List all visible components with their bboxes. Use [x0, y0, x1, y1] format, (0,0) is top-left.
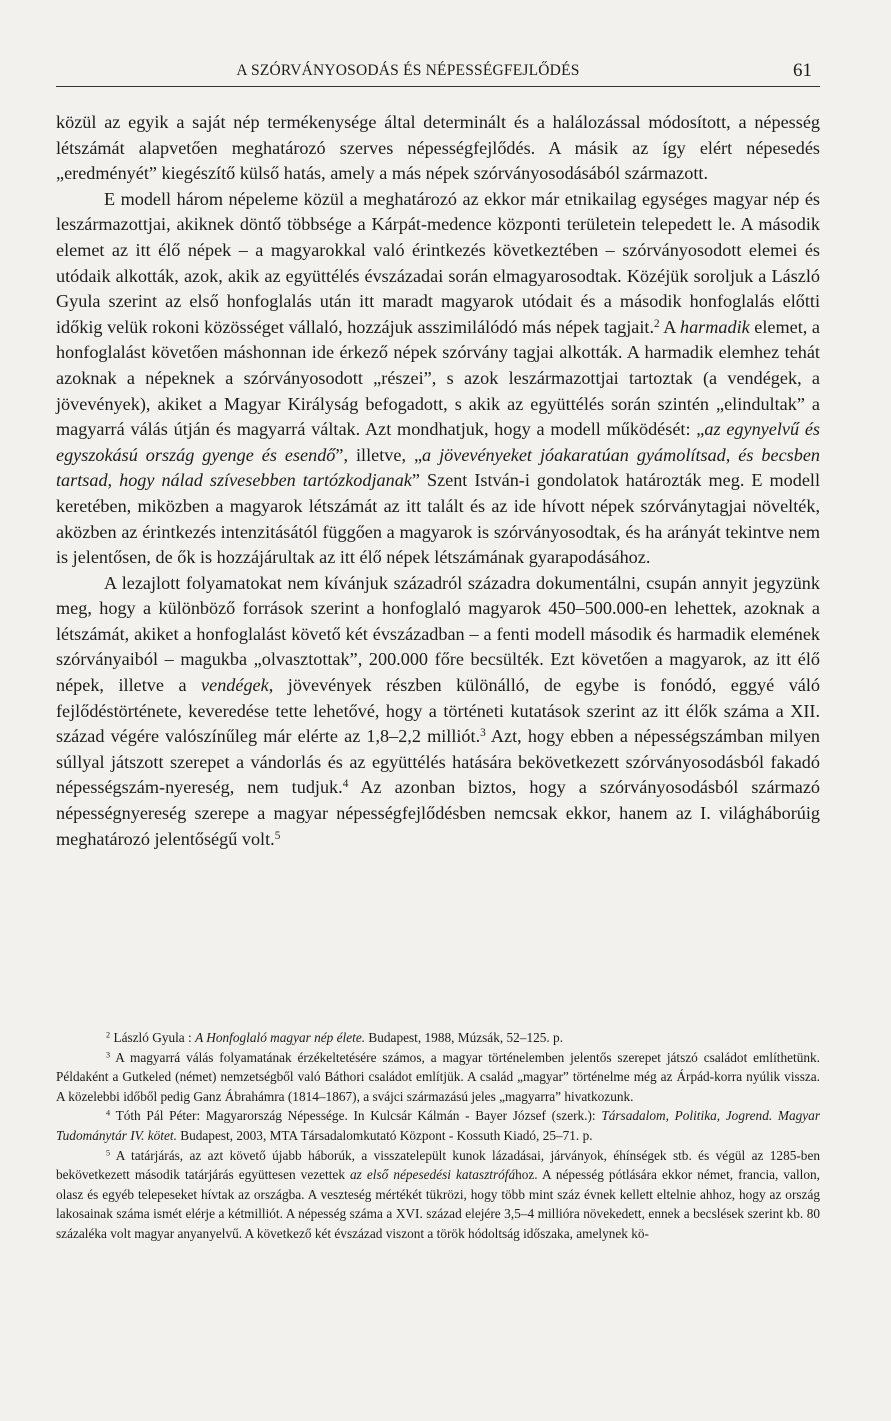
footnote-2	[56, 1028, 820, 1048]
footnote-3-text: A magyarrá válás folyamatának érzékeltetésére számos, a magyar történelemben jelentős szerepet játszó családot említhetünk. Példaként a Gutkeled (német) nemzetségből való Báthori családot említjük. A család „magyar” történelme még az Árpád-korra nyúlik vissza. A közelebbi időből pedig Ganz Ábrahámra (1814–1867), a svájci származású jeles „magyarra” hivatkozunk.	[56, 1049, 820, 1104]
footnote-3	[56, 1048, 820, 1107]
footnote-4-number: 4	[106, 1108, 111, 1118]
paragraph-2-text-a: E modell három népeleme közül a meghatározó az ekkor már etnikailag egységes magyar nép és leszármazottjai, akiknek döntő többsége a Kárpát-medence központi területein telepedett le. A második elemet az itt élő népek – a magyarokkal való érintkezés következtében – szórványosodott elemei és utódaik alkották, azok, akik az együttélés évszázadai során elmagyarosodtak. Közéjük soroljuk a László Gyula szerint az első honfoglalás után itt maradt magyarok utódait és a második honfoglalás előtti időkig velük rokoni közösséget vállaló, hozzájuk asszimilálódó más népek tagjait.	[56, 188, 820, 337]
footnote-2-text-b: Budapest, 1988, Múzsák, 52–125. p.	[365, 1030, 564, 1045]
italic-harmadik: harmadik	[679, 316, 750, 337]
paragraph-2-text-e: ” Szent István-i gondolatok határozták meg. E modell keretében, miközben a magyarok létszámát az itt talált és az ide hívott népek szórványtagjai növelték, aközben az érintkezés intenzitásától függően a magyarok is szórványosodtak, és ha arányát tekintve nem is jelentősen, de ők is hozzájárultak az itt élő népek létszámának gyarapodásához.	[56, 470, 820, 568]
footnote-5	[56, 1146, 820, 1244]
footnotes	[56, 1028, 820, 1244]
italic-quote-2: a jövevényeket jóakaratúan gyámolítsad, és becsben tartsad, hogy nálad szívesebben tartózkodjanak	[56, 444, 820, 491]
footnote-5-text-b: hoz. A népesség pótlására ekkor német, francia, vallon, olasz és egyéb telepeseket hívtak az országba. A veszteség mértékét tükrözi, hogy több mint száz évnek kellett eltelnie ahhoz, hogy az ország lakosainak száma ismét elérje a kétmilliót. A népesség száma a XVI. század elejére 3,5–4 millióra növekedett, ennek a becslések szerint kb. 80 százaléka volt magyar anyanyelvű. A következő két évszázad viszont a török hódoltság időszaka, amelynek kö-	[56, 1167, 820, 1241]
paragraph-2-text-c: elemet, a honfoglalást követően máshonnan ide érkező népek szórvány tagjai alkották. A harmadik elemhez tehát azoknak a népeknek a szórványosodott „részei”, s azok leszármazottjai tartoztak (a vendégek, a jövevények), akiket a Magyar Királyság befogadott, s akik az együttélés során szintén „elindultak” a magyarrá válás útján és magyarrá váltak. Azt mondhatjuk, hogy a modell működését: „	[56, 316, 820, 440]
page-number: 61	[793, 60, 812, 81]
paragraph-3-text-d: Az azonban biztos, hogy a szórványosodásból származó népességnyereség szerepe a magyar népességfejlődésben nemcsak ekkor, hanem az I. világháborúig meghatározó jelentőségű volt.	[56, 777, 820, 849]
paragraph-3-text-c: Azt, hogy ebben a népességszámban milyen súllyal játszott szerepet a vándorlás és az együttélés hatására bekövetkezett szórványosodásból fakadó népességszám-nyereség, nem tudjuk.	[56, 726, 820, 798]
italic-quote-1: az egynyelvű és egyszokású ország gyenge és esendő	[56, 419, 820, 465]
paragraph-1: közül az egyik a saját nép termékenysége által determinált és a halálozással módosított, a népesség létszámát alapvetően meghatározó szerves népességfejlődés. A másik az így elért népesedés „eredményét” kiegészítő külső hatás, amely a más népek szórványosodásából származott.	[56, 112, 820, 184]
footnote-4	[56, 1106, 820, 1145]
footnote-ref-3: 3	[480, 727, 486, 740]
footnote-5-number: 5	[106, 1148, 111, 1158]
footnote-2-italic: A Honfoglaló magyar nép élete.	[195, 1030, 366, 1045]
paragraph-3-text-a: A lezajlott folyamatokat nem kívánjuk századról századra dokumentálni, csupán annyit jegyzünk meg, hogy a különböző források szerint a honfoglaló magyarok 450–500.000-en lehettek, azoknak a létszámát, akiket a honfoglalást követő két évszázadban – a fenti modell második és harmadik elemének szórványaiból – magukba „olvasztottak”, 200.000 főre becsülték. Ezt követően a magyarok, az itt élő népek, illetve a	[56, 572, 820, 696]
footnote-4-italic: Társadalom, Politika, Jogrend. Magyar Tudománytár IV. kötet.	[56, 1108, 820, 1143]
footnote-ref-4: 4	[342, 778, 349, 791]
paragraph-2	[56, 187, 820, 571]
footnote-5-text-a: A tatárjárás, az azt követő újabb háborúk, a visszatelepült kunok lázadásai, járványok, éhínségek stb. és végül az 1285-ben bekövetkezett második tatárjárás együttesen vezettek	[56, 1147, 820, 1183]
italic-vendegek: vendégek	[201, 675, 269, 696]
footnote-2-number: 2	[106, 1030, 111, 1040]
paragraph-3-text-b: , jövevények részben különálló, de egybe is fonódó, eggyé váló fejlődéstörténete, keveredése tette lehetővé, hogy a történeti kutatások szerint az itt élők száma a XII. század végére valószínűleg már elérte az 1,8–2,2 milliót.	[56, 675, 821, 747]
paragraph-2-text-b: A	[659, 316, 680, 337]
footnote-3-number: 3	[106, 1050, 111, 1060]
footnote-2-text-a: László Gyula :	[110, 1030, 196, 1045]
paragraph-3	[56, 571, 820, 853]
footnote-ref-2: 2	[654, 317, 660, 330]
footnote-4-text-b: Budapest, 2003, MTA Társadalomkutató Központ - Kossuth Kiadó, 25–71. p.	[176, 1127, 593, 1143]
paragraph-2-text-d: ”, illetve, „	[335, 444, 423, 465]
body-text	[56, 110, 820, 852]
footnote-ref-5: 5	[274, 829, 281, 842]
footnote-4-text-a: Tóth Pál Péter: Magyarország Népessége. In Kulcsár Kálmán - Bayer József (szerk.):	[110, 1108, 602, 1124]
page-header	[56, 60, 820, 87]
footnote-5-italic: az első népesedési katasztrófá	[350, 1167, 516, 1183]
running-title: A SZÓRVÁNYOSODÁS ÉS NÉPESSÉGFEJLŐDÉS	[236, 62, 580, 79]
